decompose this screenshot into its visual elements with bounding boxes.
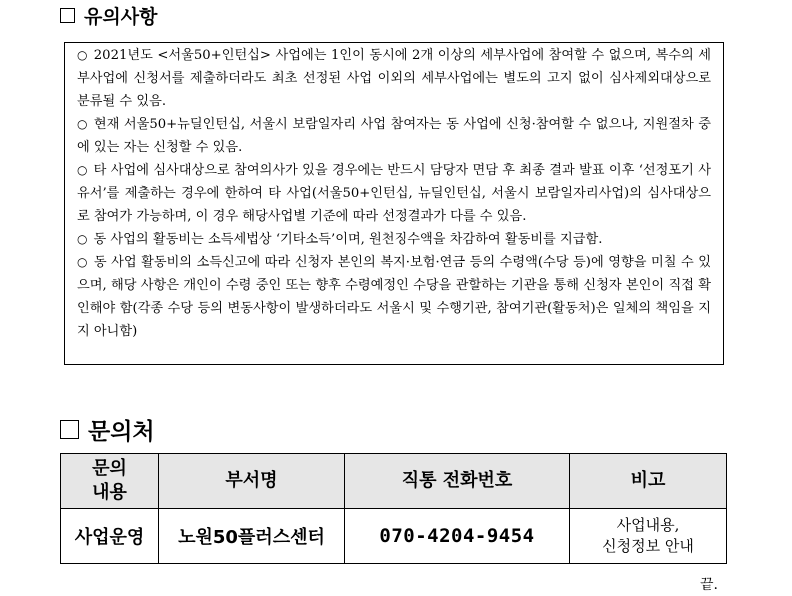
cell-department: 노원50플러스센터 [159, 509, 345, 564]
circle-bullet-icon: ○ [77, 163, 88, 177]
notice-item [77, 44, 711, 113]
checkbox-square-icon [60, 420, 79, 439]
cell-phone: 070-4204-9454 [345, 509, 570, 564]
notice-item-text: 현재 서울50+뉴딜인턴십, 서울시 보람일자리 사업 참여자는 동 사업에 신청·참여할 수 없으나, 지원절차 중에 있는 자는 신청할 수 있음. [77, 117, 711, 155]
note-line-2: 신청정보 안내 [602, 537, 694, 555]
header-note: 비고 [570, 454, 727, 509]
cell-note [570, 509, 727, 564]
notice-item [77, 228, 711, 251]
circle-bullet-icon: ○ [77, 232, 88, 246]
header-department: 부서명 [159, 454, 345, 509]
notice-heading [60, 2, 157, 29]
notice-item [77, 251, 711, 343]
table-row [61, 509, 727, 564]
header-inquiry: 문의 내용 [61, 454, 159, 509]
contact-table [60, 453, 727, 564]
header-phone: 직통 전화번호 [345, 454, 570, 509]
circle-bullet-icon: ○ [77, 255, 88, 269]
contact-table-header-row [61, 454, 727, 509]
notice-item [77, 113, 711, 159]
checkbox-square-icon [60, 8, 75, 23]
contact-heading [60, 413, 155, 446]
notice-item-text: 타 사업에 심사대상으로 참여의사가 있을 경우에는 반드시 담당자 면담 후 최종 결과 발표 이후 ‘선정포기 사유서’를 제출하는 경우에 한하여 타 사업(서울50+인턴십, 뉴딜인턴십, 서울시 보람일자리사업)의 심사대상으로 참여가 가능하며, 이 경우 해당사업별 기준에 따라 선정결과가 다를 수 있음. [77, 163, 711, 224]
contact-heading-text: 문의처 [88, 419, 155, 445]
end-mark: 끝. [700, 577, 718, 593]
circle-bullet-icon: ○ [77, 117, 88, 131]
note-line-1: 사업내용, [616, 516, 680, 534]
notice-heading-text: 유의사항 [84, 6, 158, 28]
notice-item [77, 159, 711, 228]
circle-bullet-icon: ○ [77, 48, 88, 62]
notice-item-text: 동 사업의 활동비는 소득세법상 ‘기타소득’이며, 원천징수액을 차감하여 활동비를 지급함. [93, 232, 603, 247]
cell-inquiry: 사업운영 [61, 509, 159, 564]
notice-box [64, 42, 724, 365]
notice-item-text: 동 사업 활동비의 소득신고에 따라 신청자 본인의 복지·보험·연금 등의 수령액(수당 등)에 영향을 미칠 수 있으며, 해당 사항은 개인이 수령 중인 또는 향후 수령예정인 수당을 관할하는 기관을 통해 신청자 본인이 직접 확인해야 함(각종 수당 등의 변동사항이 발생하더라도 서울시 및 수행기관, 참여기관(활동처)은 일체의 책임을 지지 아니함) [77, 255, 711, 339]
notice-item-text: 2021년도 <서울50+인턴십> 사업에는 1인이 동시에 2개 이상의 세부사업에 참여할 수 없으며, 복수의 세부사업에 신청서를 제출하더라도 최초 선정된 사업 이외의 세부사업에는 별도의 고지 없이 심사제외대상으로 분류될 수 있음. [77, 48, 711, 109]
